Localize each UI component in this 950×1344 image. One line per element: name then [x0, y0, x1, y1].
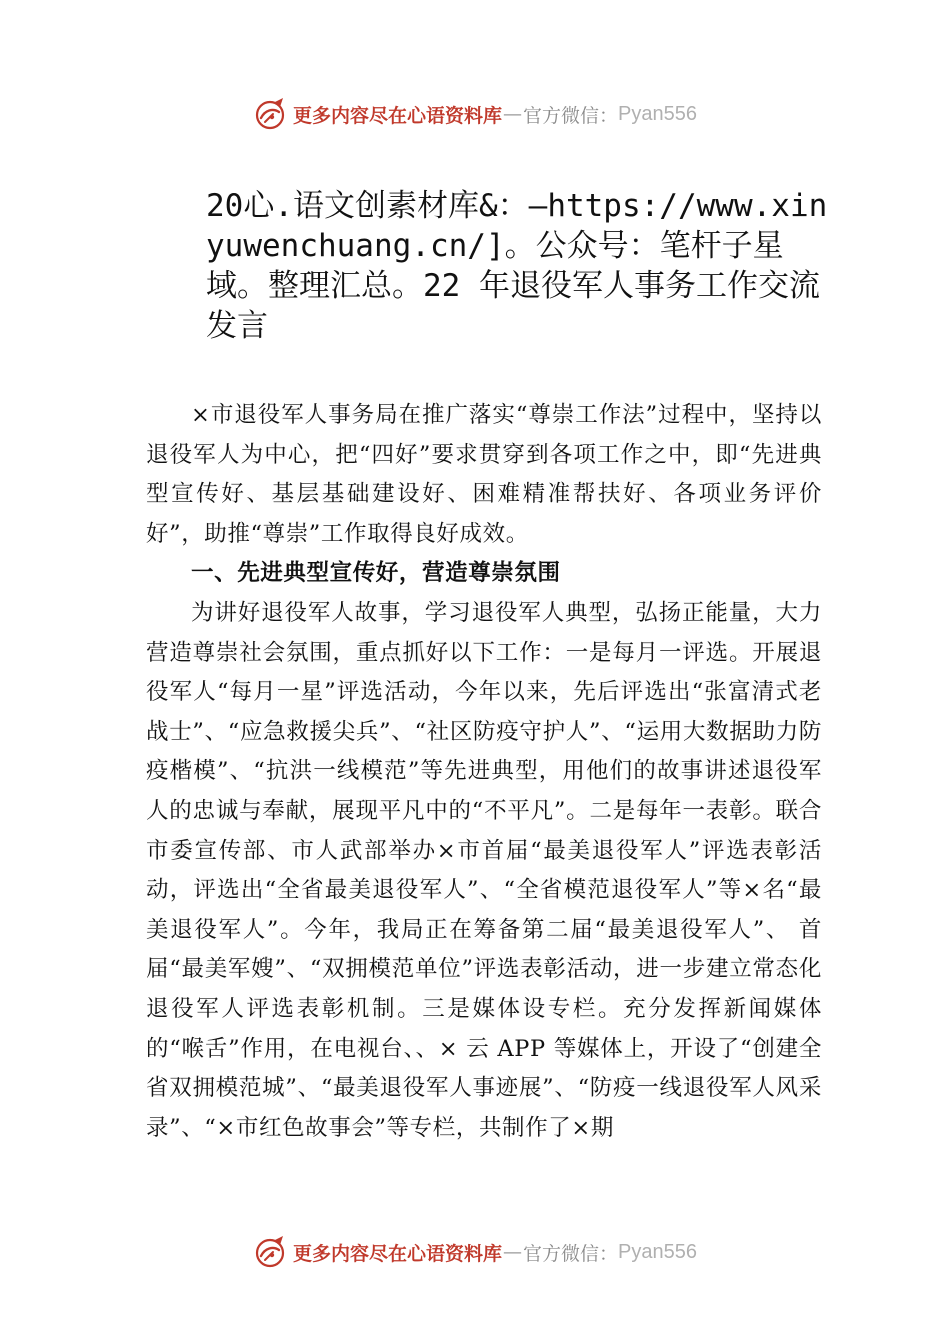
banner-site-name: 更多内容尽在心语资料库 [293, 1242, 503, 1265]
section-heading-1: 一、先进典型宣传好，营造尊崇氛围 [191, 560, 561, 587]
footer-watermark-banner [0, 1232, 950, 1272]
banner-site-name: 更多内容尽在心语资料库 [293, 104, 503, 127]
banner-wechat-id: Pyan556 [618, 1240, 697, 1263]
header-watermark-banner [0, 94, 950, 134]
banner-dash: — [503, 103, 523, 125]
banner-wechat-label: 官方微信： [523, 1242, 619, 1265]
banner-wechat-label: 官方微信： [523, 104, 619, 127]
section-1-paragraph: 为讲好退役军人故事，学习退役军人典型，弘扬正能量，大力营造尊崇社会氛围，重点抓好以下工作：一是每月一评选。开展退役军人“每月一星”评选活动，今年以来，先后评选出“张富清式老战士”、“应急救援尖兵”、“社区防疫守护人”、“运用大数据助力防疫楷模”、“抗洪一线模范”等先进典型，用他们的故事讲述退役军人的忠诚与奉献，展现平凡中的“不平凡”。二是每年一表彰。联合市委宣传部、市人武部举办×市首届“最美退役军人”评选表彰活动，评选出“全省最美退役军人”、“全省模范退役军人”等×名“最美退役军人”。今年，我局正在筹备第二届“最美退役军人”、 首届“最美军嫂”、“双拥模范单位”评选表彰活动，进一步建立常态化退役军人评选表彰机制。三是媒体设专栏。充分发挥新闻媒体的“喉舌”作用，在电视台、、× 云 APP 等媒体上，开设了“创建全省双拥模范城”、“最美退役军人事迹展”、“防疫一线退役军人风采录”、“×市红色故事会”等专栏，共制作了×期 [146, 599, 822, 1141]
intro-paragraph: ×市退役军人事务局在推广落实“尊崇工作法”过程中，坚持以退役军人为中心，把“四好”要求贯穿到各项工作之中，即“先进典型宣传好、基层基础建设好、困难精准帮扶好、各项业务评价好”，助推“尊崇”工作取得良好成效。 [146, 402, 822, 547]
brush-seal-logo-icon [253, 96, 289, 132]
document-body [146, 396, 822, 1148]
banner-dash: — [503, 1241, 523, 1263]
brush-seal-logo-icon [253, 1234, 289, 1270]
banner-wechat-id: Pyan556 [618, 102, 697, 125]
document-title: 20心.语文创素材库&：—https://www.xinyuwenchuang.cn/]。公众号：笔杆子星域。整理汇总。22 年退役军人事务工作交流发言 [206, 188, 828, 344]
